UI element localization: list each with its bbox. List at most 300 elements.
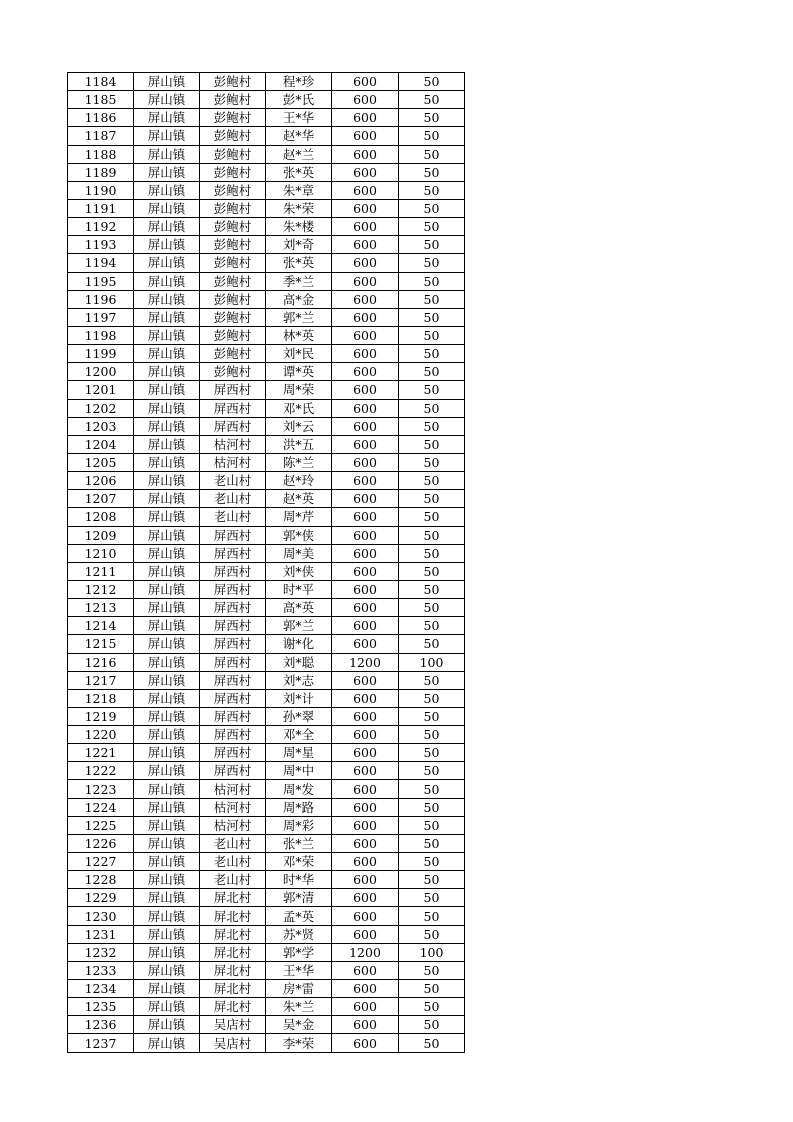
- area-cell: 600: [332, 326, 399, 344]
- area-cell: 600: [332, 816, 399, 834]
- area-cell: 600: [332, 980, 399, 998]
- table-row: [68, 345, 465, 363]
- amount-cell: 50: [399, 453, 465, 471]
- table-row: [68, 798, 465, 816]
- row-number-cell: 1188: [68, 145, 134, 163]
- area-cell: 600: [332, 73, 399, 91]
- village-cell: 屏西村: [200, 726, 266, 744]
- area-cell: 600: [332, 363, 399, 381]
- amount-cell: 50: [399, 853, 465, 871]
- area-cell: 1200: [332, 943, 399, 961]
- village-cell: 屏西村: [200, 580, 266, 598]
- name-cell: 时*平: [266, 580, 332, 598]
- village-cell: 老山村: [200, 871, 266, 889]
- amount-cell: 50: [399, 980, 465, 998]
- name-cell: 周*路: [266, 798, 332, 816]
- town-cell: 屏山镇: [134, 961, 200, 979]
- row-number-cell: 1231: [68, 925, 134, 943]
- town-cell: 屏山镇: [134, 417, 200, 435]
- amount-cell: 50: [399, 508, 465, 526]
- table-row: [68, 218, 465, 236]
- amount-cell: 50: [399, 562, 465, 580]
- area-cell: 600: [332, 780, 399, 798]
- area-cell: 600: [332, 181, 399, 199]
- row-number-cell: 1186: [68, 109, 134, 127]
- town-cell: 屏山镇: [134, 580, 200, 598]
- amount-cell: 50: [399, 91, 465, 109]
- village-cell: 屏西村: [200, 635, 266, 653]
- table-row: [68, 762, 465, 780]
- town-cell: 屏山镇: [134, 744, 200, 762]
- name-cell: 朱*楼: [266, 218, 332, 236]
- row-number-cell: 1230: [68, 907, 134, 925]
- amount-cell: 50: [399, 1034, 465, 1052]
- row-number-cell: 1207: [68, 490, 134, 508]
- table-row: [68, 744, 465, 762]
- name-cell: 周*发: [266, 780, 332, 798]
- subsidy-table: [67, 72, 465, 1053]
- row-number-cell: 1197: [68, 308, 134, 326]
- area-cell: 600: [332, 726, 399, 744]
- village-cell: 枯河村: [200, 453, 266, 471]
- village-cell: 屏北村: [200, 961, 266, 979]
- amount-cell: 50: [399, 417, 465, 435]
- town-cell: 屏山镇: [134, 671, 200, 689]
- town-cell: 屏山镇: [134, 943, 200, 961]
- village-cell: 彭鲍村: [200, 91, 266, 109]
- name-cell: 刘*民: [266, 345, 332, 363]
- table-row: [68, 617, 465, 635]
- village-cell: 吴店村: [200, 1034, 266, 1052]
- row-number-cell: 1221: [68, 744, 134, 762]
- area-cell: 600: [332, 490, 399, 508]
- area-cell: 600: [332, 109, 399, 127]
- town-cell: 屏山镇: [134, 453, 200, 471]
- table-row: [68, 943, 465, 961]
- amount-cell: 50: [399, 199, 465, 217]
- name-cell: 季*兰: [266, 272, 332, 290]
- village-cell: 屏西村: [200, 381, 266, 399]
- row-number-cell: 1202: [68, 399, 134, 417]
- amount-cell: 50: [399, 254, 465, 272]
- name-cell: 邓*荣: [266, 853, 332, 871]
- area-cell: 600: [332, 345, 399, 363]
- row-number-cell: 1235: [68, 998, 134, 1016]
- town-cell: 屏山镇: [134, 181, 200, 199]
- name-cell: 张*兰: [266, 834, 332, 852]
- table-row: [68, 490, 465, 508]
- name-cell: 邓*氏: [266, 399, 332, 417]
- town-cell: 屏山镇: [134, 254, 200, 272]
- area-cell: 600: [332, 435, 399, 453]
- row-number-cell: 1219: [68, 707, 134, 725]
- row-number-cell: 1223: [68, 780, 134, 798]
- amount-cell: 50: [399, 145, 465, 163]
- village-cell: 屏西村: [200, 762, 266, 780]
- name-cell: 赵*英: [266, 490, 332, 508]
- row-number-cell: 1211: [68, 562, 134, 580]
- amount-cell: 50: [399, 73, 465, 91]
- village-cell: 彭鲍村: [200, 218, 266, 236]
- town-cell: 屏山镇: [134, 1016, 200, 1034]
- table-row: [68, 599, 465, 617]
- area-cell: 600: [332, 399, 399, 417]
- village-cell: 屏西村: [200, 617, 266, 635]
- town-cell: 屏山镇: [134, 653, 200, 671]
- village-cell: 屏北村: [200, 943, 266, 961]
- area-cell: 600: [332, 526, 399, 544]
- town-cell: 屏山镇: [134, 236, 200, 254]
- table-row: [68, 998, 465, 1016]
- table-row: [68, 834, 465, 852]
- amount-cell: 50: [399, 635, 465, 653]
- name-cell: 周*星: [266, 744, 332, 762]
- name-cell: 郭*清: [266, 889, 332, 907]
- name-cell: 邓*全: [266, 726, 332, 744]
- amount-cell: 50: [399, 780, 465, 798]
- town-cell: 屏山镇: [134, 218, 200, 236]
- row-number-cell: 1184: [68, 73, 134, 91]
- row-number-cell: 1191: [68, 199, 134, 217]
- village-cell: 彭鲍村: [200, 308, 266, 326]
- name-cell: 谢*化: [266, 635, 332, 653]
- row-number-cell: 1206: [68, 472, 134, 490]
- village-cell: 屏西村: [200, 707, 266, 725]
- village-cell: 彭鲍村: [200, 127, 266, 145]
- town-cell: 屏山镇: [134, 853, 200, 871]
- name-cell: 赵*玲: [266, 472, 332, 490]
- amount-cell: 50: [399, 490, 465, 508]
- area-cell: 600: [332, 925, 399, 943]
- area-cell: 600: [332, 834, 399, 852]
- row-number-cell: 1205: [68, 453, 134, 471]
- amount-cell: 50: [399, 961, 465, 979]
- village-cell: 枯河村: [200, 798, 266, 816]
- amount-cell: 50: [399, 925, 465, 943]
- town-cell: 屏山镇: [134, 127, 200, 145]
- table-row: [68, 435, 465, 453]
- amount-cell: 50: [399, 272, 465, 290]
- row-number-cell: 1196: [68, 290, 134, 308]
- name-cell: 郭*学: [266, 943, 332, 961]
- row-number-cell: 1208: [68, 508, 134, 526]
- table-row: [68, 73, 465, 91]
- village-cell: 彭鲍村: [200, 363, 266, 381]
- area-cell: 600: [332, 707, 399, 725]
- subsidy-table-container: [67, 72, 465, 1053]
- table-row: [68, 254, 465, 272]
- village-cell: 彭鲍村: [200, 109, 266, 127]
- town-cell: 屏山镇: [134, 998, 200, 1016]
- area-cell: 600: [332, 290, 399, 308]
- amount-cell: 50: [399, 762, 465, 780]
- table-row: [68, 980, 465, 998]
- table-row: [68, 363, 465, 381]
- table-row: [68, 689, 465, 707]
- amount-cell: 50: [399, 326, 465, 344]
- amount-cell: 50: [399, 1016, 465, 1034]
- name-cell: 房*雷: [266, 980, 332, 998]
- town-cell: 屏山镇: [134, 599, 200, 617]
- village-cell: 彭鲍村: [200, 236, 266, 254]
- amount-cell: 50: [399, 290, 465, 308]
- amount-cell: 50: [399, 181, 465, 199]
- village-cell: 彭鲍村: [200, 326, 266, 344]
- row-number-cell: 1226: [68, 834, 134, 852]
- table-row: [68, 562, 465, 580]
- row-number-cell: 1236: [68, 1016, 134, 1034]
- amount-cell: 50: [399, 889, 465, 907]
- name-cell: 孙*翠: [266, 707, 332, 725]
- area-cell: 600: [332, 580, 399, 598]
- amount-cell: 50: [399, 907, 465, 925]
- village-cell: 彭鲍村: [200, 272, 266, 290]
- name-cell: 朱*荣: [266, 199, 332, 217]
- area-cell: 600: [332, 853, 399, 871]
- name-cell: 张*英: [266, 163, 332, 181]
- row-number-cell: 1198: [68, 326, 134, 344]
- table-row: [68, 1016, 465, 1034]
- table-row: [68, 508, 465, 526]
- table-row: [68, 163, 465, 181]
- table-row: [68, 871, 465, 889]
- village-cell: 屏西村: [200, 562, 266, 580]
- village-cell: 彭鲍村: [200, 290, 266, 308]
- area-cell: 600: [332, 961, 399, 979]
- amount-cell: 50: [399, 218, 465, 236]
- village-cell: 彭鲍村: [200, 199, 266, 217]
- village-cell: 屏西村: [200, 599, 266, 617]
- village-cell: 老山村: [200, 472, 266, 490]
- town-cell: 屏山镇: [134, 871, 200, 889]
- table-row: [68, 417, 465, 435]
- table-row: [68, 181, 465, 199]
- area-cell: 600: [332, 417, 399, 435]
- amount-cell: 50: [399, 744, 465, 762]
- town-cell: 屏山镇: [134, 145, 200, 163]
- town-cell: 屏山镇: [134, 163, 200, 181]
- table-row: [68, 472, 465, 490]
- name-cell: 刘*侠: [266, 562, 332, 580]
- town-cell: 屏山镇: [134, 1034, 200, 1052]
- table-row: [68, 308, 465, 326]
- name-cell: 刘*奇: [266, 236, 332, 254]
- table-row: [68, 145, 465, 163]
- amount-cell: 50: [399, 871, 465, 889]
- town-cell: 屏山镇: [134, 435, 200, 453]
- row-number-cell: 1210: [68, 544, 134, 562]
- town-cell: 屏山镇: [134, 798, 200, 816]
- amount-cell: 50: [399, 689, 465, 707]
- area-cell: 600: [332, 871, 399, 889]
- amount-cell: 50: [399, 308, 465, 326]
- area-cell: 600: [332, 381, 399, 399]
- table-row: [68, 580, 465, 598]
- table-row: [68, 816, 465, 834]
- amount-cell: 50: [399, 236, 465, 254]
- table-row: [68, 199, 465, 217]
- table-row: [68, 326, 465, 344]
- row-number-cell: 1209: [68, 526, 134, 544]
- row-number-cell: 1192: [68, 218, 134, 236]
- table-row: [68, 236, 465, 254]
- name-cell: 周*芹: [266, 508, 332, 526]
- town-cell: 屏山镇: [134, 381, 200, 399]
- village-cell: 彭鲍村: [200, 254, 266, 272]
- town-cell: 屏山镇: [134, 508, 200, 526]
- area-cell: 600: [332, 689, 399, 707]
- town-cell: 屏山镇: [134, 526, 200, 544]
- village-cell: 吴店村: [200, 1016, 266, 1034]
- village-cell: 枯河村: [200, 780, 266, 798]
- row-number-cell: 1229: [68, 889, 134, 907]
- area-cell: 600: [332, 744, 399, 762]
- area-cell: 600: [332, 91, 399, 109]
- area-cell: 600: [332, 199, 399, 217]
- name-cell: 周*彩: [266, 816, 332, 834]
- amount-cell: 50: [399, 707, 465, 725]
- village-cell: 枯河村: [200, 435, 266, 453]
- table-row: [68, 889, 465, 907]
- name-cell: 洪*五: [266, 435, 332, 453]
- name-cell: 程*珍: [266, 73, 332, 91]
- name-cell: 彭*氏: [266, 91, 332, 109]
- name-cell: 郭*兰: [266, 308, 332, 326]
- table-row: [68, 381, 465, 399]
- amount-cell: 50: [399, 998, 465, 1016]
- area-cell: 600: [332, 562, 399, 580]
- town-cell: 屏山镇: [134, 399, 200, 417]
- row-number-cell: 1193: [68, 236, 134, 254]
- amount-cell: 50: [399, 580, 465, 598]
- town-cell: 屏山镇: [134, 689, 200, 707]
- area-cell: 600: [332, 236, 399, 254]
- area-cell: 600: [332, 145, 399, 163]
- amount-cell: 50: [399, 798, 465, 816]
- town-cell: 屏山镇: [134, 326, 200, 344]
- village-cell: 屏西村: [200, 526, 266, 544]
- area-cell: 600: [332, 544, 399, 562]
- amount-cell: 50: [399, 816, 465, 834]
- village-cell: 屏西村: [200, 399, 266, 417]
- row-number-cell: 1215: [68, 635, 134, 653]
- town-cell: 屏山镇: [134, 762, 200, 780]
- area-cell: 600: [332, 889, 399, 907]
- area-cell: 600: [332, 453, 399, 471]
- area-cell: 600: [332, 272, 399, 290]
- name-cell: 谭*英: [266, 363, 332, 381]
- row-number-cell: 1220: [68, 726, 134, 744]
- area-cell: 1200: [332, 653, 399, 671]
- row-number-cell: 1218: [68, 689, 134, 707]
- amount-cell: 50: [399, 599, 465, 617]
- amount-cell: 100: [399, 653, 465, 671]
- village-cell: 屏北村: [200, 998, 266, 1016]
- row-number-cell: 1201: [68, 381, 134, 399]
- name-cell: 王*华: [266, 961, 332, 979]
- row-number-cell: 1199: [68, 345, 134, 363]
- area-cell: 600: [332, 127, 399, 145]
- village-cell: 彭鲍村: [200, 163, 266, 181]
- village-cell: 屏北村: [200, 925, 266, 943]
- row-number-cell: 1189: [68, 163, 134, 181]
- table-row: [68, 1034, 465, 1052]
- town-cell: 屏山镇: [134, 272, 200, 290]
- name-cell: 苏*贤: [266, 925, 332, 943]
- area-cell: 600: [332, 472, 399, 490]
- amount-cell: 50: [399, 435, 465, 453]
- area-cell: 600: [332, 762, 399, 780]
- village-cell: 老山村: [200, 834, 266, 852]
- amount-cell: 50: [399, 671, 465, 689]
- row-number-cell: 1213: [68, 599, 134, 617]
- town-cell: 屏山镇: [134, 816, 200, 834]
- name-cell: 李*荣: [266, 1034, 332, 1052]
- town-cell: 屏山镇: [134, 907, 200, 925]
- amount-cell: 50: [399, 163, 465, 181]
- area-cell: 600: [332, 798, 399, 816]
- name-cell: 林*英: [266, 326, 332, 344]
- table-row: [68, 453, 465, 471]
- area-cell: 600: [332, 617, 399, 635]
- area-cell: 600: [332, 635, 399, 653]
- name-cell: 高*英: [266, 599, 332, 617]
- village-cell: 屏西村: [200, 544, 266, 562]
- name-cell: 郭*兰: [266, 617, 332, 635]
- amount-cell: 50: [399, 345, 465, 363]
- row-number-cell: 1233: [68, 961, 134, 979]
- area-cell: 600: [332, 671, 399, 689]
- town-cell: 屏山镇: [134, 363, 200, 381]
- name-cell: 朱*兰: [266, 998, 332, 1016]
- town-cell: 屏山镇: [134, 889, 200, 907]
- row-number-cell: 1212: [68, 580, 134, 598]
- village-cell: 屏北村: [200, 907, 266, 925]
- name-cell: 周*美: [266, 544, 332, 562]
- name-cell: 时*华: [266, 871, 332, 889]
- village-cell: 枯河村: [200, 816, 266, 834]
- name-cell: 赵*兰: [266, 145, 332, 163]
- table-row: [68, 853, 465, 871]
- name-cell: 高*金: [266, 290, 332, 308]
- area-cell: 600: [332, 163, 399, 181]
- table-row: [68, 635, 465, 653]
- row-number-cell: 1200: [68, 363, 134, 381]
- village-cell: 彭鲍村: [200, 345, 266, 363]
- row-number-cell: 1217: [68, 671, 134, 689]
- village-cell: 屏西村: [200, 653, 266, 671]
- name-cell: 朱*章: [266, 181, 332, 199]
- amount-cell: 50: [399, 363, 465, 381]
- row-number-cell: 1190: [68, 181, 134, 199]
- table-row: [68, 671, 465, 689]
- table-row: [68, 961, 465, 979]
- area-cell: 600: [332, 508, 399, 526]
- village-cell: 屏西村: [200, 689, 266, 707]
- row-number-cell: 1224: [68, 798, 134, 816]
- town-cell: 屏山镇: [134, 726, 200, 744]
- town-cell: 屏山镇: [134, 980, 200, 998]
- name-cell: 孟*英: [266, 907, 332, 925]
- amount-cell: 50: [399, 526, 465, 544]
- amount-cell: 50: [399, 834, 465, 852]
- town-cell: 屏山镇: [134, 490, 200, 508]
- table-row: [68, 272, 465, 290]
- village-cell: 屏西村: [200, 417, 266, 435]
- table-row: [68, 726, 465, 744]
- area-cell: 600: [332, 998, 399, 1016]
- amount-cell: 50: [399, 617, 465, 635]
